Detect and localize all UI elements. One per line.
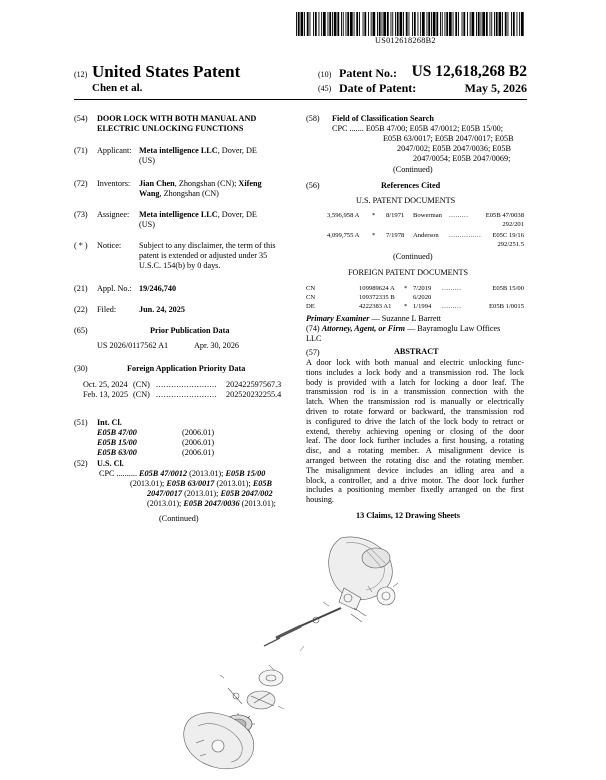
us-ref-name: Bowerman — [413, 212, 442, 219]
assignee-label: Assignee: — [97, 210, 130, 219]
barcode-bar — [359, 12, 360, 36]
barcode-bar — [467, 12, 468, 36]
barcode-bar — [347, 12, 349, 36]
barcode-bar — [368, 12, 369, 36]
drawing-rotating-disc — [377, 587, 395, 605]
barcode-bar — [508, 12, 509, 36]
barcode-bar — [519, 12, 520, 36]
barcode-bar — [304, 12, 305, 36]
barcode-bar — [478, 12, 480, 36]
barcode-bar — [445, 12, 446, 36]
barcode-bar — [301, 12, 304, 36]
patent-no-label: Patent No.: — [339, 66, 397, 80]
prior-publication-date: Apr. 30, 2026 — [194, 341, 240, 350]
code-65: (65) — [74, 326, 88, 335]
int-cl-version: (2006.01) — [182, 428, 215, 437]
barcode-bar — [476, 12, 477, 36]
barcode-bar — [387, 12, 389, 36]
barcode-bar — [446, 12, 448, 36]
patent-drawing — [176, 528, 426, 773]
barcode-bar — [442, 12, 443, 36]
barcode — [296, 12, 524, 36]
us-cl-version-2: (2013.01); — [130, 479, 167, 488]
barcode-bar — [490, 12, 491, 36]
priority-leader: ........................ — [156, 390, 218, 399]
barcode-bar — [356, 12, 358, 36]
barcode-bar — [373, 12, 376, 36]
inventor-1: Jian Chen — [139, 179, 175, 188]
us-ref-number: 4,099,755 A — [327, 232, 360, 239]
assignee-name: Meta intelligence LLC — [139, 210, 218, 219]
patent-number: US 12,618,268 B2 — [411, 63, 527, 80]
barcode-bar — [486, 12, 488, 36]
barcode-bar — [383, 12, 386, 36]
barcode-bar — [310, 12, 311, 36]
barcode-bar — [433, 12, 436, 36]
applicant-name: Meta intelligence LLC — [139, 146, 218, 155]
barcode-bar — [321, 12, 322, 36]
int-cl-class: E05B 47/00 — [97, 428, 137, 437]
barcode-bar — [391, 12, 392, 36]
assignee-value — [139, 210, 257, 220]
barcode-bar — [458, 12, 459, 36]
primary-examiner — [306, 314, 441, 324]
barcode-bar — [418, 12, 419, 36]
attorney — [306, 324, 500, 334]
priority-number: 202520232255.4 — [226, 390, 282, 399]
barcode-bar — [427, 12, 428, 36]
barcode-bar — [400, 12, 403, 36]
us-ref-class: E05C 19/16 — [492, 232, 524, 239]
code-74: (74) — [306, 324, 320, 333]
appl-no-label: Appl. No.: — [97, 284, 132, 293]
notice-line3: U.S.C. 154(b) by 0 days. — [139, 261, 221, 270]
inventor-2-first: Xifeng — [238, 179, 262, 188]
barcode-bar — [307, 12, 309, 36]
us-ref-date: 8/1971 — [386, 212, 405, 219]
inventors-line1 — [139, 179, 262, 189]
abstract-line: driven to rotate forward or backward, the transmission rod — [306, 406, 524, 416]
inventor-2-last: Wang — [139, 189, 160, 198]
barcode-bar — [371, 12, 372, 36]
priority-country: (CN) — [133, 380, 150, 389]
barcode-bar — [428, 12, 430, 36]
priority-date: Feb. 13, 2025 — [83, 390, 129, 399]
foreign-ref-country: DE — [306, 303, 315, 310]
barcode-bar — [363, 12, 364, 36]
foreign-ref-star: * — [404, 303, 408, 310]
filed-label: Filed: — [97, 305, 117, 314]
header-rule — [74, 99, 527, 100]
inventor-2-location: , Zhongshan (CN) — [159, 189, 219, 198]
barcode-bar — [513, 12, 515, 36]
applicant-label: Applicant: — [97, 146, 132, 155]
code-notice: ( * ) — [74, 241, 88, 250]
abstract-line: tions includes a lock body and a transmission rod. The lock — [306, 367, 524, 377]
foreign-ref-leader: ......... — [442, 285, 462, 292]
barcode-bar — [482, 12, 485, 36]
us-cl-line4 — [147, 499, 276, 509]
barcode-bar — [502, 12, 503, 36]
us-cl-continued: (Continued) — [159, 514, 199, 523]
code-73: (73) — [74, 210, 88, 219]
barcode-bar — [329, 12, 331, 36]
foreign-ref-date: 6/2020 — [413, 294, 432, 301]
priority-leader: ........................ — [156, 380, 218, 389]
foreign-ref-date: 7/2019 — [413, 285, 432, 292]
applicant-location: , Dover, DE — [217, 146, 257, 155]
assignee-country: (US) — [139, 220, 155, 229]
us-ref-class-2: 292/251.5 — [497, 241, 524, 248]
barcode-bar — [382, 12, 383, 36]
references-continued: (Continued) — [393, 252, 433, 261]
us-ref-star: * — [372, 212, 376, 219]
int-cl-class: E05B 63/00 — [97, 448, 137, 457]
us-cl-class-3: E05B 63/0017 — [166, 479, 215, 488]
code-56: (56) — [306, 181, 320, 190]
barcode-bar — [337, 12, 339, 36]
foreign-ref-date: 1/1994 — [413, 303, 432, 310]
inventors-short: Chen et al. — [92, 82, 143, 94]
invention-title-line1: DOOR LOCK WITH BOTH MANUAL AND — [97, 114, 257, 123]
code-30: (30) — [74, 364, 88, 373]
barcode-bar — [397, 12, 399, 36]
notice-label: Notice: — [97, 241, 122, 250]
int-cl-heading: Int. Cl. — [97, 418, 122, 427]
barcode-bar — [449, 12, 452, 36]
abstract-line: The misalignment device includes an idling area and a — [306, 465, 524, 475]
drawing-misalignment-device — [228, 670, 283, 709]
abstract-heading: ABSTRACT — [394, 347, 439, 356]
drawing-leader-lines — [220, 583, 398, 709]
barcode-bar — [470, 12, 471, 36]
inventor-1-location: , Zhongshan (CN); — [174, 179, 239, 188]
attorney-name-line2: LLC — [306, 334, 322, 343]
code-54: (54) — [74, 114, 88, 123]
abstract-line: includes a positioning member fixedly arranged on the first — [306, 485, 524, 495]
barcode-bar — [494, 12, 495, 36]
us-cl-version-5: (2013.01); — [147, 499, 184, 508]
barcode-bar — [472, 12, 475, 36]
barcode-bar — [395, 12, 396, 36]
filed-value: Jun. 24, 2025 — [139, 305, 185, 314]
us-ref-number: 3,596,958 A — [327, 212, 360, 219]
barcode-bar — [298, 12, 300, 36]
barcode-bar — [412, 12, 413, 36]
inventors-line2 — [139, 189, 219, 199]
us-ref-leader: ......... — [449, 212, 469, 219]
us-cl-line1 — [99, 469, 265, 479]
invention-title-line2: ELECTRIC UNLOCKING FUNCTIONS — [97, 124, 244, 133]
barcode-bar — [350, 12, 353, 36]
drawing-transmission-rod — [264, 608, 341, 646]
us-ref-class-2: 292/201 — [502, 221, 524, 228]
appl-no-value: 19/246,740 — [139, 284, 177, 293]
barcode-bar — [392, 12, 393, 36]
barcode-bar — [455, 12, 457, 36]
us-cl-class-1: E05B 47/0012 — [139, 469, 188, 478]
priority-date: Oct. 25, 2024 — [83, 380, 128, 389]
priority-number: 202422597567.3 — [226, 380, 282, 389]
barcode-bar — [511, 12, 512, 36]
abstract-line: A door lock with both manual and electric unlocking func- — [306, 358, 524, 367]
barcode-bar — [431, 12, 432, 36]
field-search-heading: Field of Classification Search — [332, 114, 434, 123]
abstract-line: block, a controller, and a drive motor. The door lock further — [306, 475, 524, 485]
barcode-bar — [346, 12, 347, 36]
references-heading: References Cited — [381, 181, 441, 190]
barcode-bar — [453, 12, 454, 36]
barcode-bar — [521, 12, 524, 36]
barcode-bar — [341, 12, 342, 36]
abstract-body — [306, 358, 524, 505]
abstract-line: housing. — [306, 495, 334, 505]
field-search-line2: E05B 63/0017; E05B 2047/0017; E05B — [383, 134, 514, 143]
code-10: (10) — [318, 70, 332, 79]
barcode-bar — [319, 12, 320, 36]
priority-data-heading: Foreign Application Priority Data — [127, 364, 246, 373]
us-ref-leader: ............... — [449, 232, 482, 239]
barcode-bar — [354, 12, 355, 36]
priority-country: (CN) — [133, 390, 150, 399]
abstract-line: leaf. The door lock further includes a first housing, a rotating — [306, 436, 524, 446]
int-cl-version: (2006.01) — [182, 438, 215, 447]
foreign-ref-number: 4222383 A1 — [359, 303, 392, 310]
barcode-bar — [379, 12, 381, 36]
abstract-line: latch. When the transmission rod is manually or electrically — [306, 397, 524, 407]
prior-publication-heading: Prior Publication Data — [150, 326, 230, 335]
us-ref-star: * — [372, 232, 376, 239]
barcode-bar — [313, 12, 314, 36]
us-cl-cpc-label: CPC .......... — [99, 469, 137, 478]
us-cl-class-2: E05B 15/00 — [225, 469, 266, 478]
field-search-line4: 2047/0054; E05B 2047/0069; — [413, 154, 511, 163]
barcode-bar — [364, 12, 366, 36]
field-search-continued: (Continued) — [393, 165, 433, 174]
code-21: (21) — [74, 284, 88, 293]
barcode-bar — [334, 12, 337, 36]
barcode-bar — [499, 12, 502, 36]
barcode-bar — [481, 12, 482, 36]
foreign-ref-number: 109989624 A — [359, 285, 395, 292]
barcode-bar — [491, 12, 492, 36]
us-ref-class: E05B 47/0038 — [485, 212, 524, 219]
code-51: (51) — [74, 418, 88, 427]
barcode-bar — [409, 12, 410, 36]
barcode-bar — [315, 12, 317, 36]
abstract-line: body is provided with a latch for locking a door leaf. The — [306, 377, 524, 387]
barcode-bar — [343, 12, 344, 36]
examiner-label: Primary Examiner — [306, 314, 370, 323]
barcode-bar — [377, 12, 378, 36]
int-cl-class: E05B 15/00 — [97, 438, 137, 447]
code-71: (71) — [74, 146, 88, 155]
foreign-ref-country: CN — [306, 285, 316, 292]
us-cl-class-5: E05B 2047/002 — [220, 489, 273, 498]
foreign-ref-country: CN — [306, 294, 316, 301]
barcode-bar — [463, 12, 465, 36]
prior-publication-number: US 2026/0117562 A1 — [97, 341, 169, 350]
abstract-line: arranged between the rotating disc and the rotating member. — [306, 455, 524, 465]
barcode-bar — [440, 12, 441, 36]
claims-summary: 13 Claims, 12 Drawing Sheets — [356, 511, 460, 520]
barcode-bar — [462, 12, 463, 36]
foreign-ref-leader: ......... — [442, 303, 462, 310]
inventors-label: Inventors: — [97, 179, 131, 188]
barcode-bar — [332, 12, 333, 36]
barcode-bar — [406, 12, 408, 36]
applicant-value — [139, 146, 257, 156]
barcode-bar — [414, 12, 416, 36]
barcode-number: US012618268B2 — [375, 36, 436, 45]
assignee-location: , Dover, DE — [217, 210, 257, 219]
code-45: (45) — [318, 84, 332, 93]
foreign-patent-docs-heading: FOREIGN PATENT DOCUMENTS — [348, 268, 469, 277]
barcode-bar — [420, 12, 421, 36]
notice-line1: Subject to any disclaimer, the term of this — [139, 241, 276, 250]
code-52: (52) — [74, 459, 88, 468]
foreign-ref-class: E05B 1/0015 — [489, 303, 524, 310]
patent-title: United States Patent — [92, 62, 241, 81]
notice-line2: patent is extended or adjusted under 35 — [139, 251, 268, 260]
us-cl-line3 — [147, 489, 273, 499]
barcode-bar — [517, 12, 518, 36]
abstract-line: extend, thereby achieving opening or closing of the door — [306, 426, 524, 436]
applicant-country: (US) — [139, 156, 155, 165]
us-ref-date: 7/1978 — [386, 232, 405, 239]
barcode-bar — [328, 12, 329, 36]
barcode-bar — [436, 12, 438, 36]
barcode-bar — [505, 12, 507, 36]
us-cl-class-6: E05B 2047/0036 — [183, 499, 240, 508]
abstract-line: transmission rod is in a transmission connection with the — [306, 387, 524, 397]
barcode-bar — [403, 12, 404, 36]
us-cl-class-4a: E05B — [252, 479, 272, 488]
code-58: (58) — [306, 114, 320, 123]
code-57: (57) — [306, 348, 320, 357]
int-cl-version: (2006.01) — [182, 448, 215, 457]
us-cl-version-4: (2013.01); — [182, 489, 221, 498]
barcode-bar — [496, 12, 498, 36]
foreign-ref-class: E05B 15/00 — [492, 285, 524, 292]
us-cl-version-3: (2013.01); — [214, 479, 253, 488]
code-72: (72) — [74, 179, 88, 188]
us-cl-version-6: (2013.01); — [239, 499, 276, 508]
code-12: (12) — [74, 70, 88, 79]
us-cl-heading: U.S. Cl. — [97, 459, 124, 468]
attorney-label: Attorney, Agent, or Firm — [321, 324, 406, 333]
attorney-name: — Bayramoglu Law Offices — [405, 324, 501, 333]
us-cl-class-4b: 2047/0017 — [147, 489, 183, 498]
field-search-line3: 2047/002; E05B 2047/0036; E05B — [397, 144, 511, 153]
date-label: Date of Patent: — [339, 81, 417, 95]
abstract-line: disc, and a rotating member. A misalignment device is — [306, 446, 524, 456]
us-ref-name: Anderson — [413, 232, 439, 239]
abstract-line: is configured to drive the latch of the lock body to retract or — [306, 416, 524, 426]
code-22: (22) — [74, 305, 88, 314]
field-search-line1: CPC ....... E05B 47/00; E05B 47/0012; E05B 15/00; — [332, 124, 504, 133]
barcode-bar — [296, 12, 297, 36]
barcode-bar — [323, 12, 326, 36]
us-patent-docs-heading: U.S. PATENT DOCUMENTS — [356, 196, 456, 205]
us-cl-line2 — [130, 479, 272, 489]
barcode-bar — [422, 12, 425, 36]
foreign-ref-number: 109372335 B — [359, 294, 395, 301]
foreign-ref-star: * — [404, 285, 408, 292]
patent-date: May 5, 2026 — [464, 81, 527, 95]
examiner-name: — Suzanne L Barrett — [369, 314, 442, 323]
us-cl-version-1: (2013.01); — [187, 469, 226, 478]
